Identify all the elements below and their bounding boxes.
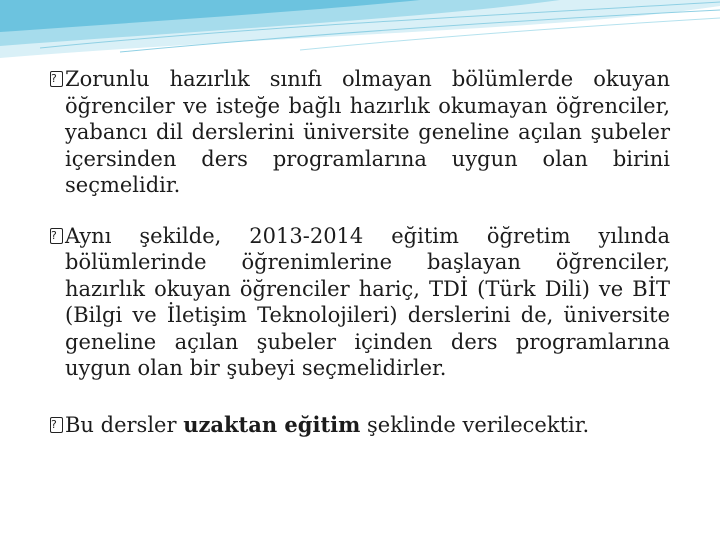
slide-content [50, 66, 670, 438]
paragraph-3-bold-text: uzaktan eğitim [183, 411, 361, 437]
bullet-placeholder-icon: ? [50, 228, 63, 244]
bullet-placeholder-icon: ? [50, 71, 63, 87]
paragraph-1-text: Zorunlu hazırlık sınıfı olmayan bölümlerde okuyan öğrenciler ve isteğe bağlı hazırlık okumayan öğrenciler, yabancı dil derslerini üniversite geneline açılan şubeler içersinden ders programlarına uygun olan birini seçmelidir. [65, 67, 670, 197]
paragraph-3-text-after: şeklinde verilecektir. [360, 412, 590, 437]
paragraph-3 [50, 412, 670, 439]
paragraph-3-text-before: Bu dersler [65, 412, 184, 437]
paragraph-1 [50, 66, 670, 199]
paragraph-2 [50, 223, 670, 382]
bullet-placeholder-icon: ? [50, 417, 63, 433]
paragraph-2-text: Aynı şekilde, 2013-2014 eğitim öğretim yılında bölümlerinde öğrenimlerine başlayan öğrenciler, hazırlık okuyan öğrenciler hariç, TDİ (Türk Dili) ve BİT (Bilgi ve İletişim Teknolojileri) derslerini de, üniversite geneline açılan şubeler içinden ders programlarına uygun olan bir şubeyi seçmelidirler. [65, 223, 670, 380]
